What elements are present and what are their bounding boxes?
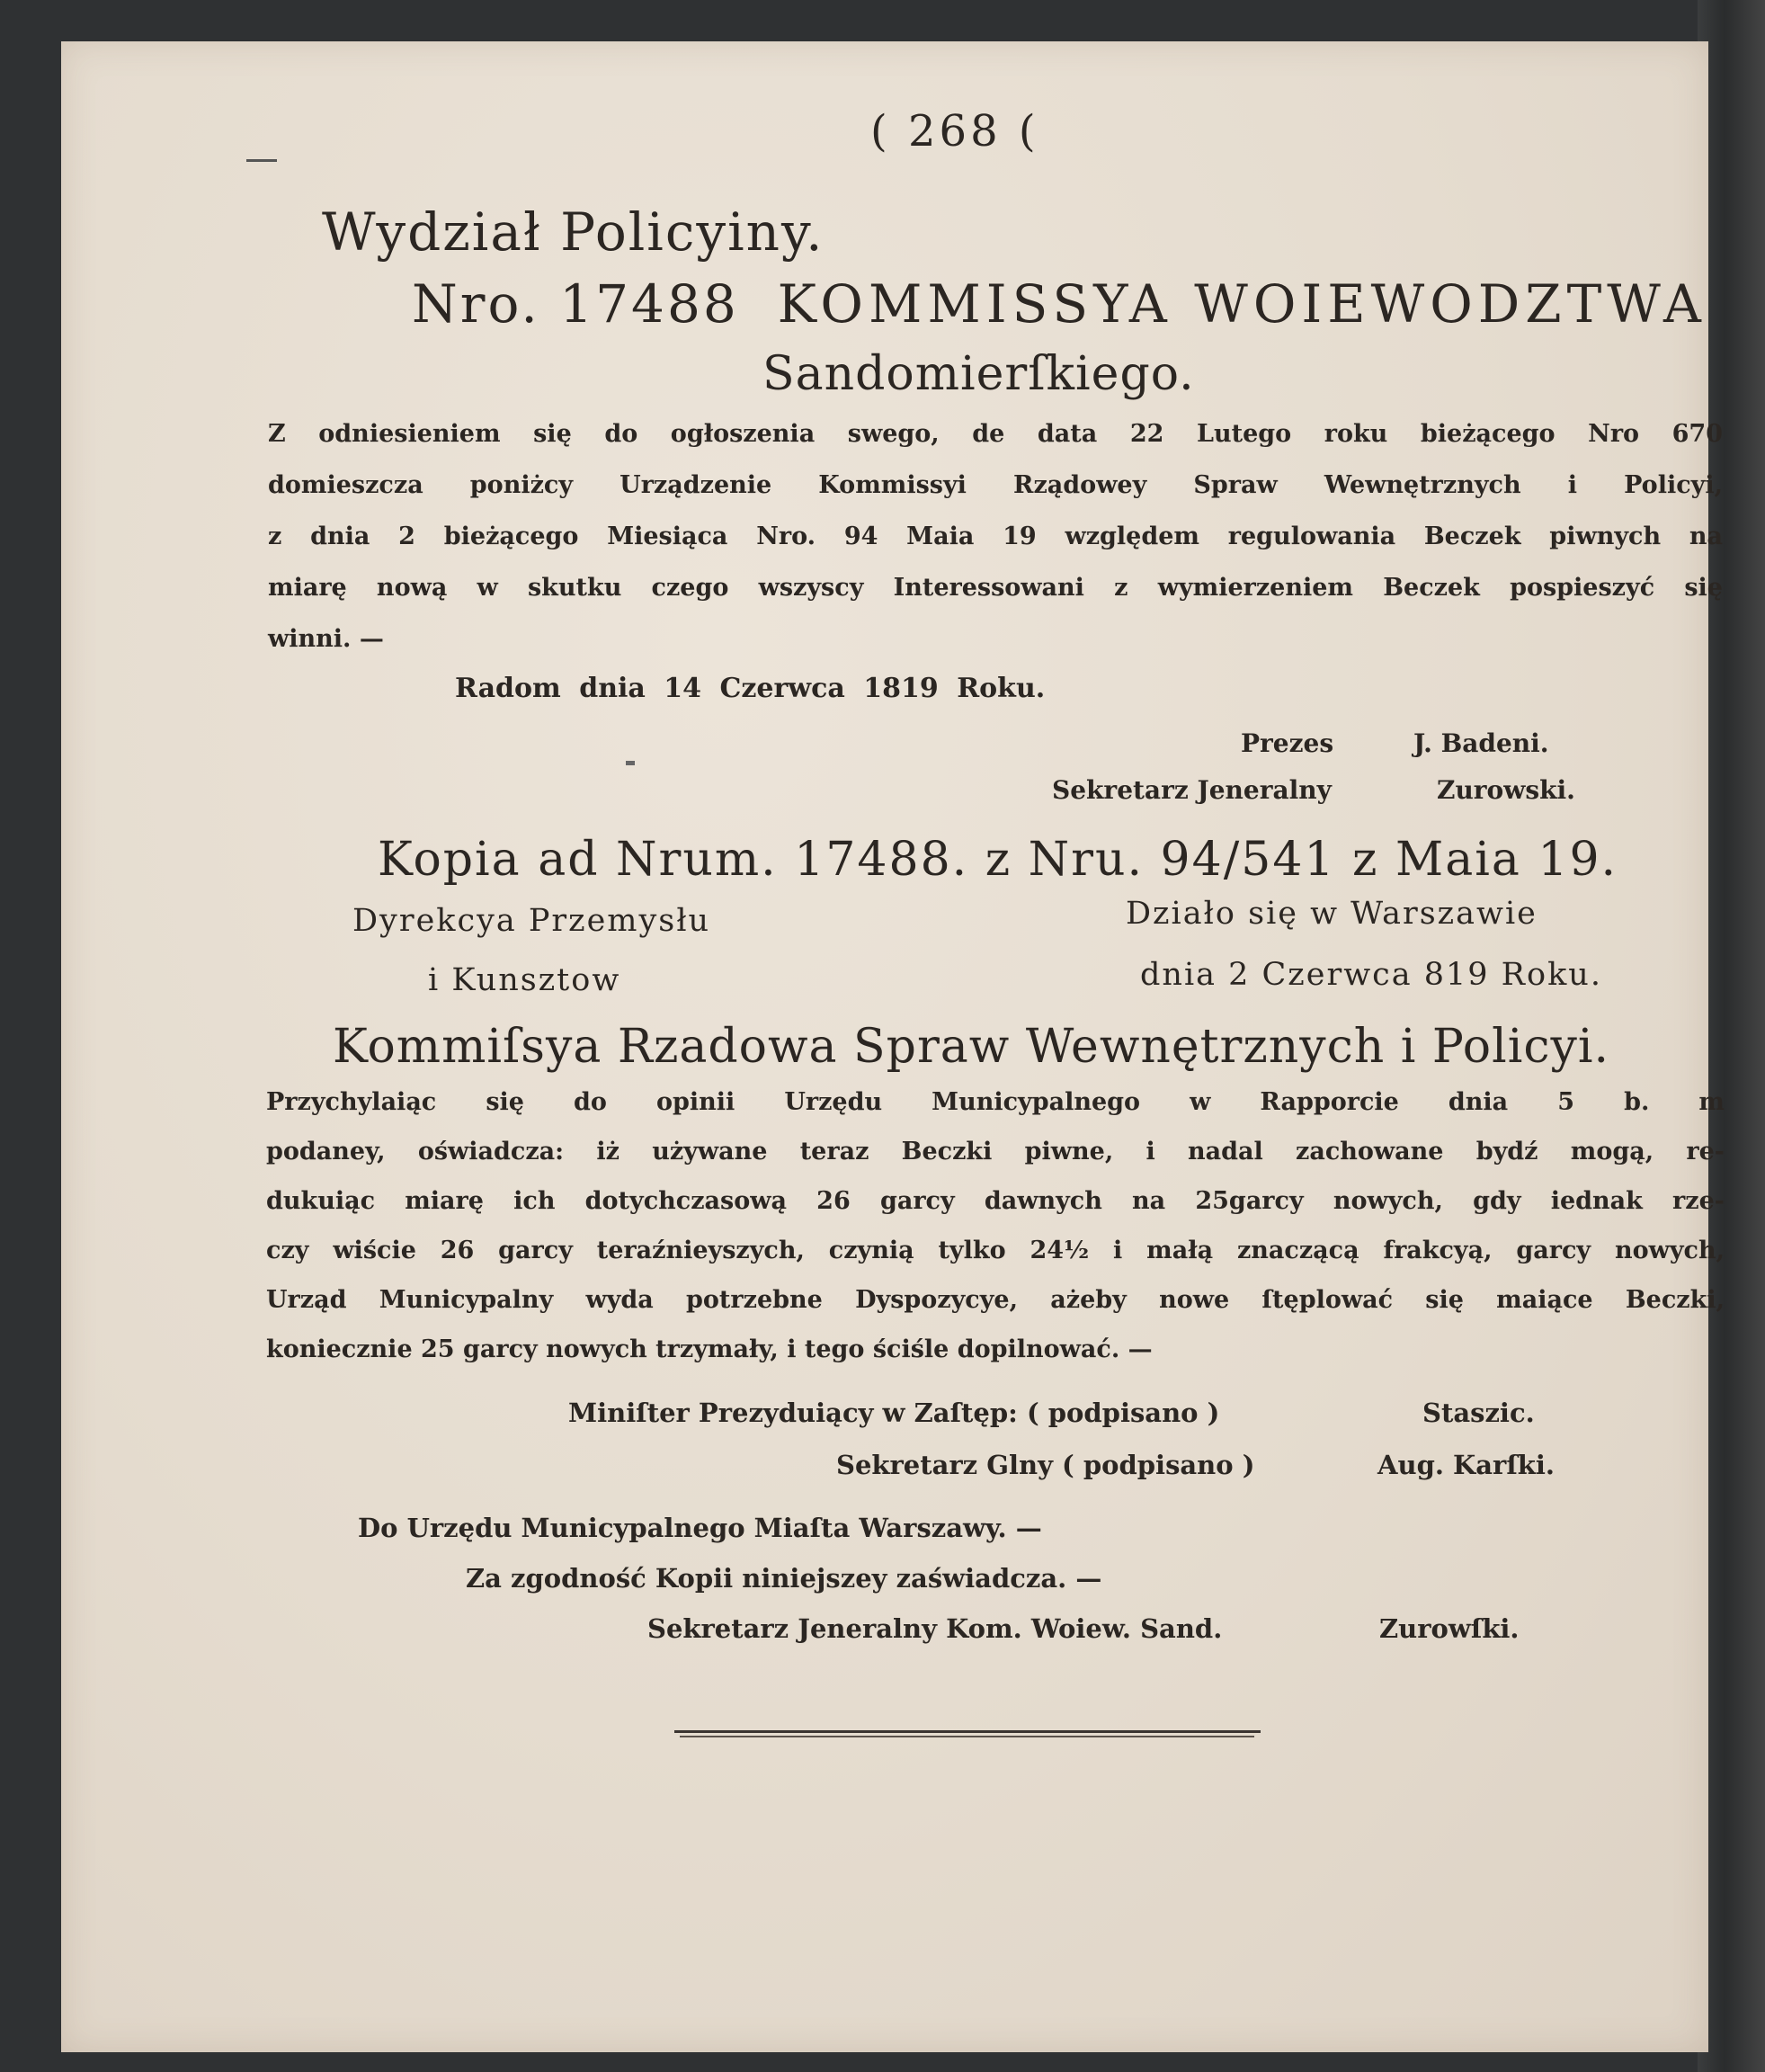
- page-number: ( 268 (: [870, 106, 1039, 156]
- commission-heading: [412, 273, 1707, 335]
- paragraph-announcement: [268, 408, 1723, 665]
- final-secretary-name: Zurowſki.: [1379, 1613, 1520, 1644]
- paragraph-line: z dnia 2 bieżącego Miesiąca Nro. 94 Maia 19 względem regulowania Beczek piwnych na: [268, 522, 1723, 550]
- paragraph-line: miarę nową w skutku czego wszyscy Interessowani z wymierzeniem Beczek pospieszyć się: [268, 574, 1723, 602]
- directorate-line-2: i Kunsztow: [428, 962, 621, 998]
- margin-dash: [246, 159, 277, 162]
- document-page: [61, 41, 1725, 2052]
- general-secretary-label: Sekretarz Glny ( podpisano ): [836, 1450, 1255, 1480]
- addressee-line: Do Urzędu Municypalnego Miaſta Warszawy. —: [358, 1513, 1042, 1543]
- paragraph-decision: [266, 1077, 1725, 1374]
- paragraph-line: czy wiście 26 garcy teraźnieyszych, czynią tylko 24½ i małą znaczącą frakcyą, garcy nowych,: [266, 1237, 1725, 1264]
- minister-label: Miniſter Prezyduiący w Zaſtęp: ( podpisano ): [568, 1398, 1220, 1428]
- president-name: J. Badeni.: [1413, 728, 1549, 758]
- paragraph-line: Urząd Municypalny wyda potrzebne Dyspozycye, ażeby nowe ſtęplować się maiące Beczki,: [266, 1286, 1725, 1314]
- ink-mark: [626, 761, 635, 765]
- minister-name: Staszic.: [1422, 1398, 1535, 1428]
- paragraph-last-line: koniecznie 25 garcy nowych trzymały, i tego ściśle dopilnować. —: [266, 1335, 1153, 1363]
- secretary-label: Sekretarz Jeneralny: [1052, 775, 1332, 805]
- commission-title: KOMMISSYA WOIEWODZTWA: [777, 273, 1707, 335]
- paragraph-line: podaney, oświadcza: iż używane teraz Beczki piwne, i nadal zachowane bydź mogą, re-: [266, 1138, 1725, 1166]
- paragraph-line: dukuiąc miarę ich dotychczasową 26 garcy dawnych na 25garcy nowych, gdy iednak rze-: [266, 1187, 1725, 1215]
- paragraph-last-line: winni. —: [268, 625, 384, 653]
- paragraph-line: Przychylaiąc się do opinii Urzędu Municypalnego w Rapporcie dnia 5 b. m: [266, 1088, 1725, 1116]
- general-secretary-name: Aug. Karſki.: [1377, 1450, 1556, 1480]
- document-number: Nro. 17488: [412, 273, 739, 335]
- voivodeship-name: Sandomierſkiego.: [762, 347, 1195, 401]
- final-secretary-label: Sekretarz Jeneralny Kom. Woiew. Sand.: [647, 1613, 1223, 1644]
- copy-heading: Kopia ad Nrum. 17488. z Nru. 94/541 z Maia 19.: [378, 833, 1618, 887]
- date-line: dnia 2 Czerwca 819 Roku.: [1140, 957, 1602, 993]
- closing-rule: [674, 1730, 1261, 1739]
- paragraph-line: Z odniesieniem się do ogłoszenia swego, de data 22 Lutego roku bieżącego Nro 670: [268, 420, 1723, 448]
- secretary-name: Zurowski.: [1437, 775, 1575, 805]
- paragraph-line: domieszcza poniżcy Urządzenie Kommissyi Rządowey Spraw Wewnętrznych i Policyi,: [268, 471, 1723, 499]
- place-line: Działo się w Warszawie: [1126, 896, 1538, 932]
- date-place-line: Radom dnia 14 Czerwca 1819 Roku.: [455, 673, 1046, 704]
- directorate-line-1: Dyrekcya Przemysłu: [352, 903, 711, 939]
- government-commission-heading: Kommiſsya Rzadowa Spraw Wewnętrznych i Policyi.: [333, 1020, 1610, 1074]
- certification-line: Za zgodność Kopii niniejszey zaświadcza. —: [466, 1563, 1102, 1594]
- department-heading: Wydział Policyiny.: [322, 201, 825, 263]
- president-label: Prezes: [1241, 728, 1334, 758]
